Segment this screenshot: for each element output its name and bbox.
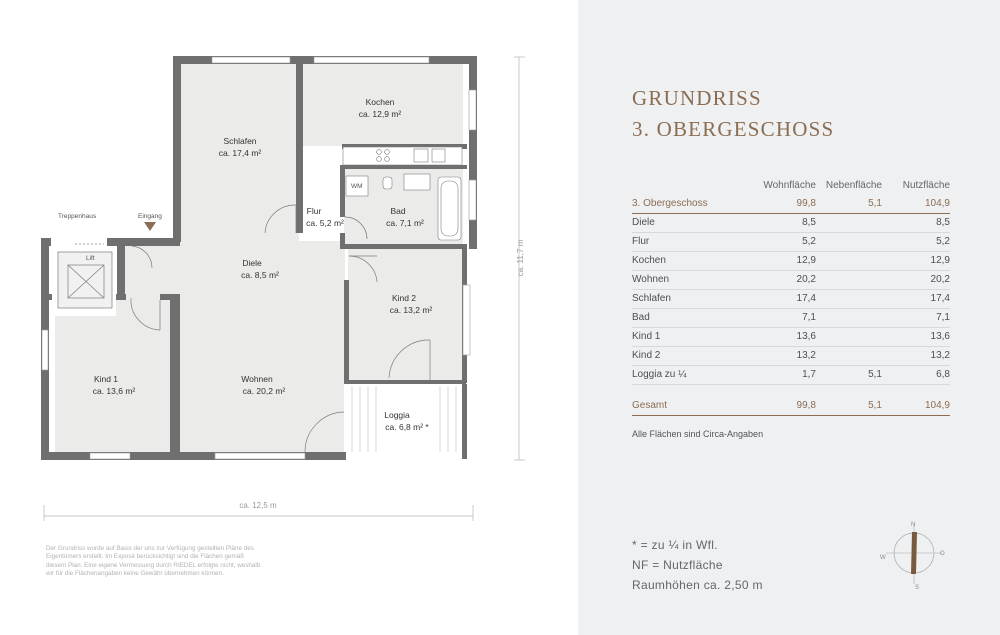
table-row: Wohnen 20,2 20,2 (632, 270, 950, 289)
room-kind1-name: Kind 1 (93, 374, 119, 384)
table-row: Kind 1 13,6 13,6 (632, 327, 950, 346)
table-header (632, 176, 950, 194)
table-row: Kind 2 13,2 13,2 (632, 346, 950, 365)
dimension-height: ca. 11,7 m (516, 239, 525, 277)
wm-label: WM (351, 183, 363, 190)
legend-raumhoehe: Raumhöhen ca. 2,50 m (632, 578, 763, 592)
table-row: Loggia zu ¼ 1,7 5,1 6,8 (632, 365, 950, 384)
room-bad-name: Bad (390, 206, 406, 216)
table-row: Flur 5,2 5,2 (632, 232, 950, 251)
table-row: Bad 7,1 7,1 (632, 308, 950, 327)
entrance-arrow-icon (144, 222, 156, 231)
room-wohnen-area: ca. 20,2 m² (242, 386, 286, 396)
col-nebenflaeche: Nebenfläche (825, 179, 882, 191)
eingang-label: Eingang (138, 213, 162, 220)
room-schlafen-area: ca. 17,4 m² (218, 148, 262, 158)
legend-nutzflaeche: NF = Nutzfläche (632, 558, 723, 572)
room-flur-area: ca. 5,2 m² (306, 218, 344, 228)
room-kochen-area: ca. 12,9 m² (358, 109, 402, 119)
col-nutzflaeche: Nutzfläche (902, 179, 950, 191)
room-diele-name: Diele (242, 258, 262, 268)
room-floor-kind2 (348, 249, 463, 382)
room-bad-area: ca. 7,1 m² (386, 218, 424, 228)
svg-text:W: W (880, 555, 886, 561)
compass-icon (878, 518, 950, 592)
table-row: Diele 8,5 8,5 (632, 213, 950, 232)
room-flur-name: Flur (306, 206, 322, 216)
table-note: Alle Flächen sind Circa-Angaben (632, 429, 764, 439)
page-title-line1: GRUNDRISS (632, 86, 762, 110)
lift-label: Lift (86, 255, 95, 262)
room-schlafen-name: Schlafen (223, 136, 257, 146)
page-title-line2: 3. OBERGESCHOSS (632, 117, 835, 141)
dimension-width: ca. 12,5 m (239, 501, 277, 510)
col-wohnflaeche: Wohnfläche (763, 179, 816, 191)
info-panel (578, 0, 1000, 635)
area-table (632, 176, 950, 416)
svg-text:O: O (940, 551, 945, 557)
room-kind2-area: ca. 13,2 m² (389, 305, 433, 315)
room-kind1-area: ca. 13,6 m² (92, 386, 136, 396)
room-floor-diele (125, 244, 345, 296)
legend-loggia: * = zu ¼ in Wfl. (632, 538, 718, 552)
room-loggia-area: ca. 6,8 m² * (385, 422, 429, 432)
room-loggia-name: Loggia (384, 410, 410, 420)
table-row-floor: 3. Obergeschoss 99,8 5,1 104,9 (632, 194, 950, 213)
svg-text:N: N (911, 522, 916, 528)
table-row: Kochen 12,9 12,9 (632, 251, 950, 270)
table-row: Schlafen 17,4 17,4 (632, 289, 950, 308)
table-row-total: Gesamt 99,8 5,1 104,9 (632, 396, 950, 415)
svg-text:S: S (915, 585, 920, 591)
room-kochen-name: Kochen (365, 97, 395, 107)
room-kind2-name: Kind 2 (391, 293, 417, 303)
room-wohnen-name: Wohnen (241, 374, 273, 384)
room-diele-area: ca. 8,5 m² (241, 270, 279, 280)
plan-disclaimer: Der Grundriss wurde auf Basis der uns zur Verfügung gestellten Pläne des Eigentümers erstellt. Im Exposé berücksichtigt sind die Flächen gemäß diesem Plan. Eine eigene Vermessung durch RIEDEL erfolgte nicht, weshalb wir für die Flächenangaben keine Gewähr übernehmen können. (46, 545, 261, 577)
treppenhaus-label: Treppenhaus (58, 213, 97, 220)
